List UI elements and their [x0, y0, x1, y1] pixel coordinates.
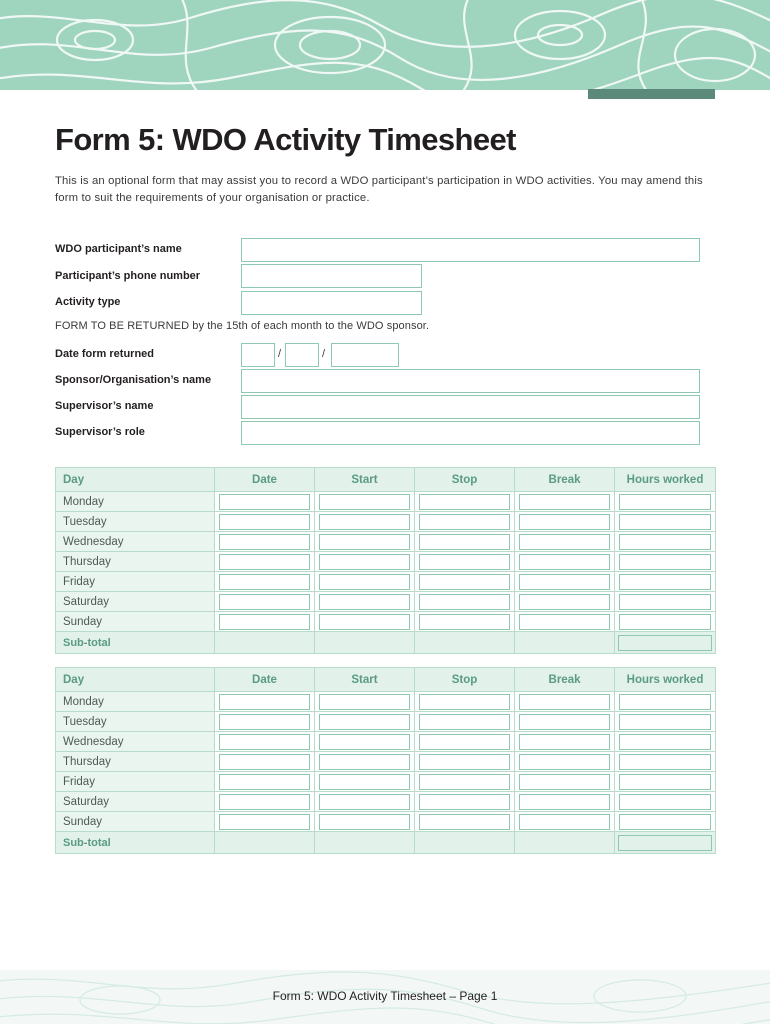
sponsor-input[interactable]	[241, 369, 700, 393]
stop-input[interactable]	[419, 714, 510, 730]
header-start: Start	[315, 668, 415, 692]
start-input[interactable]	[319, 614, 410, 630]
page-title: Form 5: WDO Activity Timesheet	[55, 122, 516, 157]
table-row	[56, 732, 716, 752]
subtotal-row	[56, 832, 716, 854]
day-label: Saturday	[56, 592, 215, 612]
hours-input[interactable]	[619, 814, 711, 830]
day-label: Wednesday	[56, 732, 215, 752]
header-accent-bar	[588, 89, 715, 99]
day-label: Tuesday	[56, 712, 215, 732]
stop-input[interactable]	[419, 754, 510, 770]
start-input[interactable]	[319, 714, 410, 730]
date-input[interactable]	[219, 554, 310, 570]
header-start: Start	[315, 468, 415, 492]
stop-input[interactable]	[419, 554, 510, 570]
break-input[interactable]	[519, 614, 610, 630]
date-input[interactable]	[219, 814, 310, 830]
date-input[interactable]	[219, 754, 310, 770]
table-header	[56, 468, 716, 492]
subtotal-hours-input[interactable]	[618, 835, 712, 851]
supervisor-role-input[interactable]	[241, 421, 700, 445]
start-input[interactable]	[319, 574, 410, 590]
date-day-input[interactable]	[241, 343, 275, 367]
stop-input[interactable]	[419, 734, 510, 750]
return-notice: FORM TO BE RETURNED by the 15th of each month to the WDO sponsor.	[55, 320, 430, 332]
hours-input[interactable]	[619, 534, 711, 550]
header-break: Break	[515, 468, 615, 492]
header-hours-worked: Hours worked	[615, 668, 716, 692]
start-input[interactable]	[319, 734, 410, 750]
stop-input[interactable]	[419, 794, 510, 810]
stop-input[interactable]	[419, 774, 510, 790]
subtotal-label: Sub-total	[56, 832, 215, 854]
table-row	[56, 812, 716, 832]
break-input[interactable]	[519, 694, 610, 710]
day-label: Friday	[56, 572, 215, 592]
date-month-input[interactable]	[285, 343, 319, 367]
hours-input[interactable]	[619, 554, 711, 570]
participant-phone-input[interactable]	[241, 264, 422, 288]
header-hours-worked: Hours worked	[615, 468, 716, 492]
break-input[interactable]	[519, 754, 610, 770]
table-row	[56, 512, 716, 532]
table-row	[56, 552, 716, 572]
table-row	[56, 792, 716, 812]
date-separator: /	[278, 348, 282, 360]
date-input[interactable]	[219, 774, 310, 790]
break-input[interactable]	[519, 574, 610, 590]
header-day: Day	[56, 468, 215, 492]
hours-input[interactable]	[619, 794, 711, 810]
table-row	[56, 712, 716, 732]
timesheet-week-2	[55, 667, 716, 854]
day-label: Wednesday	[56, 532, 215, 552]
participant-name-label: WDO participant’s name	[55, 243, 182, 255]
break-input[interactable]	[519, 514, 610, 530]
footer-text: Form 5: WDO Activity Timesheet – Page 1	[272, 989, 498, 1003]
stop-input[interactable]	[419, 574, 510, 590]
header-day: Day	[56, 668, 215, 692]
timesheet-week-1	[55, 467, 716, 654]
table-row	[56, 532, 716, 552]
header-banner	[0, 0, 770, 90]
day-label: Sunday	[56, 812, 215, 832]
date-input[interactable]	[219, 514, 310, 530]
date-input[interactable]	[219, 574, 310, 590]
date-input[interactable]	[219, 794, 310, 810]
table-row	[56, 592, 716, 612]
participant-name-input[interactable]	[241, 238, 700, 262]
header-stop: Stop	[415, 468, 515, 492]
stop-input[interactable]	[419, 614, 510, 630]
start-input[interactable]	[319, 774, 410, 790]
header-date: Date	[215, 468, 315, 492]
date-input[interactable]	[219, 694, 310, 710]
header-date: Date	[215, 668, 315, 692]
break-input[interactable]	[519, 594, 610, 610]
participant-phone-label: Participant’s phone number	[55, 270, 201, 282]
header-break: Break	[515, 668, 615, 692]
start-input[interactable]	[319, 694, 410, 710]
hours-input[interactable]	[619, 514, 711, 530]
supervisor-name-label: Supervisor’s name	[55, 400, 154, 412]
table-row	[56, 772, 716, 792]
hours-input[interactable]	[619, 594, 711, 610]
day-label: Sunday	[56, 612, 215, 632]
start-input[interactable]	[319, 554, 410, 570]
start-input[interactable]	[319, 514, 410, 530]
break-input[interactable]	[519, 494, 610, 510]
day-label: Saturday	[56, 792, 215, 812]
sponsor-label: Sponsor/Organisation’s name	[55, 374, 212, 386]
break-input[interactable]	[519, 554, 610, 570]
subtotal-hours-input[interactable]	[618, 635, 712, 651]
table-row	[56, 572, 716, 592]
hours-input[interactable]	[619, 694, 711, 710]
hours-input[interactable]	[619, 714, 711, 730]
table-row	[56, 752, 716, 772]
date-returned-label: Date form returned	[55, 348, 155, 360]
supervisor-role-label: Supervisor’s role	[55, 426, 145, 438]
start-input[interactable]	[319, 814, 410, 830]
break-input[interactable]	[519, 734, 610, 750]
hours-input[interactable]	[619, 754, 711, 770]
stop-input[interactable]	[419, 494, 510, 510]
table-row	[56, 492, 716, 512]
hours-input[interactable]	[619, 774, 711, 790]
activity-type-input[interactable]	[241, 291, 422, 315]
day-label: Thursday	[56, 552, 215, 572]
date-separator: /	[322, 348, 326, 360]
supervisor-name-input[interactable]	[241, 395, 700, 419]
day-label: Tuesday	[56, 512, 215, 532]
date-input[interactable]	[219, 734, 310, 750]
intro-text: This is an optional form that may assist you to record a WDO participant’s participation in WDO activities. You may amend this form to suit the requirements of your organisation or practice.	[55, 175, 703, 204]
date-input[interactable]	[219, 594, 310, 610]
break-input[interactable]	[519, 794, 610, 810]
day-label: Monday	[56, 692, 215, 712]
stop-input[interactable]	[419, 594, 510, 610]
activity-type-label: Activity type	[55, 296, 121, 308]
start-input[interactable]	[319, 754, 410, 770]
break-input[interactable]	[519, 774, 610, 790]
start-input[interactable]	[319, 534, 410, 550]
day-label: Friday	[56, 772, 215, 792]
date-input[interactable]	[219, 534, 310, 550]
start-input[interactable]	[319, 494, 410, 510]
table-row	[56, 612, 716, 632]
subtotal-label: Sub-total	[56, 632, 215, 654]
stop-input[interactable]	[419, 534, 510, 550]
table-row	[56, 692, 716, 712]
stop-input[interactable]	[419, 814, 510, 830]
hours-input[interactable]	[619, 574, 711, 590]
date-input[interactable]	[219, 614, 310, 630]
header-stop: Stop	[415, 668, 515, 692]
date-input[interactable]	[219, 714, 310, 730]
hours-input[interactable]	[619, 614, 711, 630]
start-input[interactable]	[319, 794, 410, 810]
break-input[interactable]	[519, 814, 610, 830]
topographic-pattern	[0, 0, 770, 90]
break-input[interactable]	[519, 534, 610, 550]
break-input[interactable]	[519, 714, 610, 730]
hours-input[interactable]	[619, 734, 711, 750]
day-label: Monday	[56, 492, 215, 512]
stop-input[interactable]	[419, 694, 510, 710]
table-header	[56, 668, 716, 692]
start-input[interactable]	[319, 594, 410, 610]
hours-input[interactable]	[619, 494, 711, 510]
date-input[interactable]	[219, 494, 310, 510]
date-year-input[interactable]	[331, 343, 399, 367]
subtotal-row	[56, 632, 716, 654]
day-label: Thursday	[56, 752, 215, 772]
stop-input[interactable]	[419, 514, 510, 530]
